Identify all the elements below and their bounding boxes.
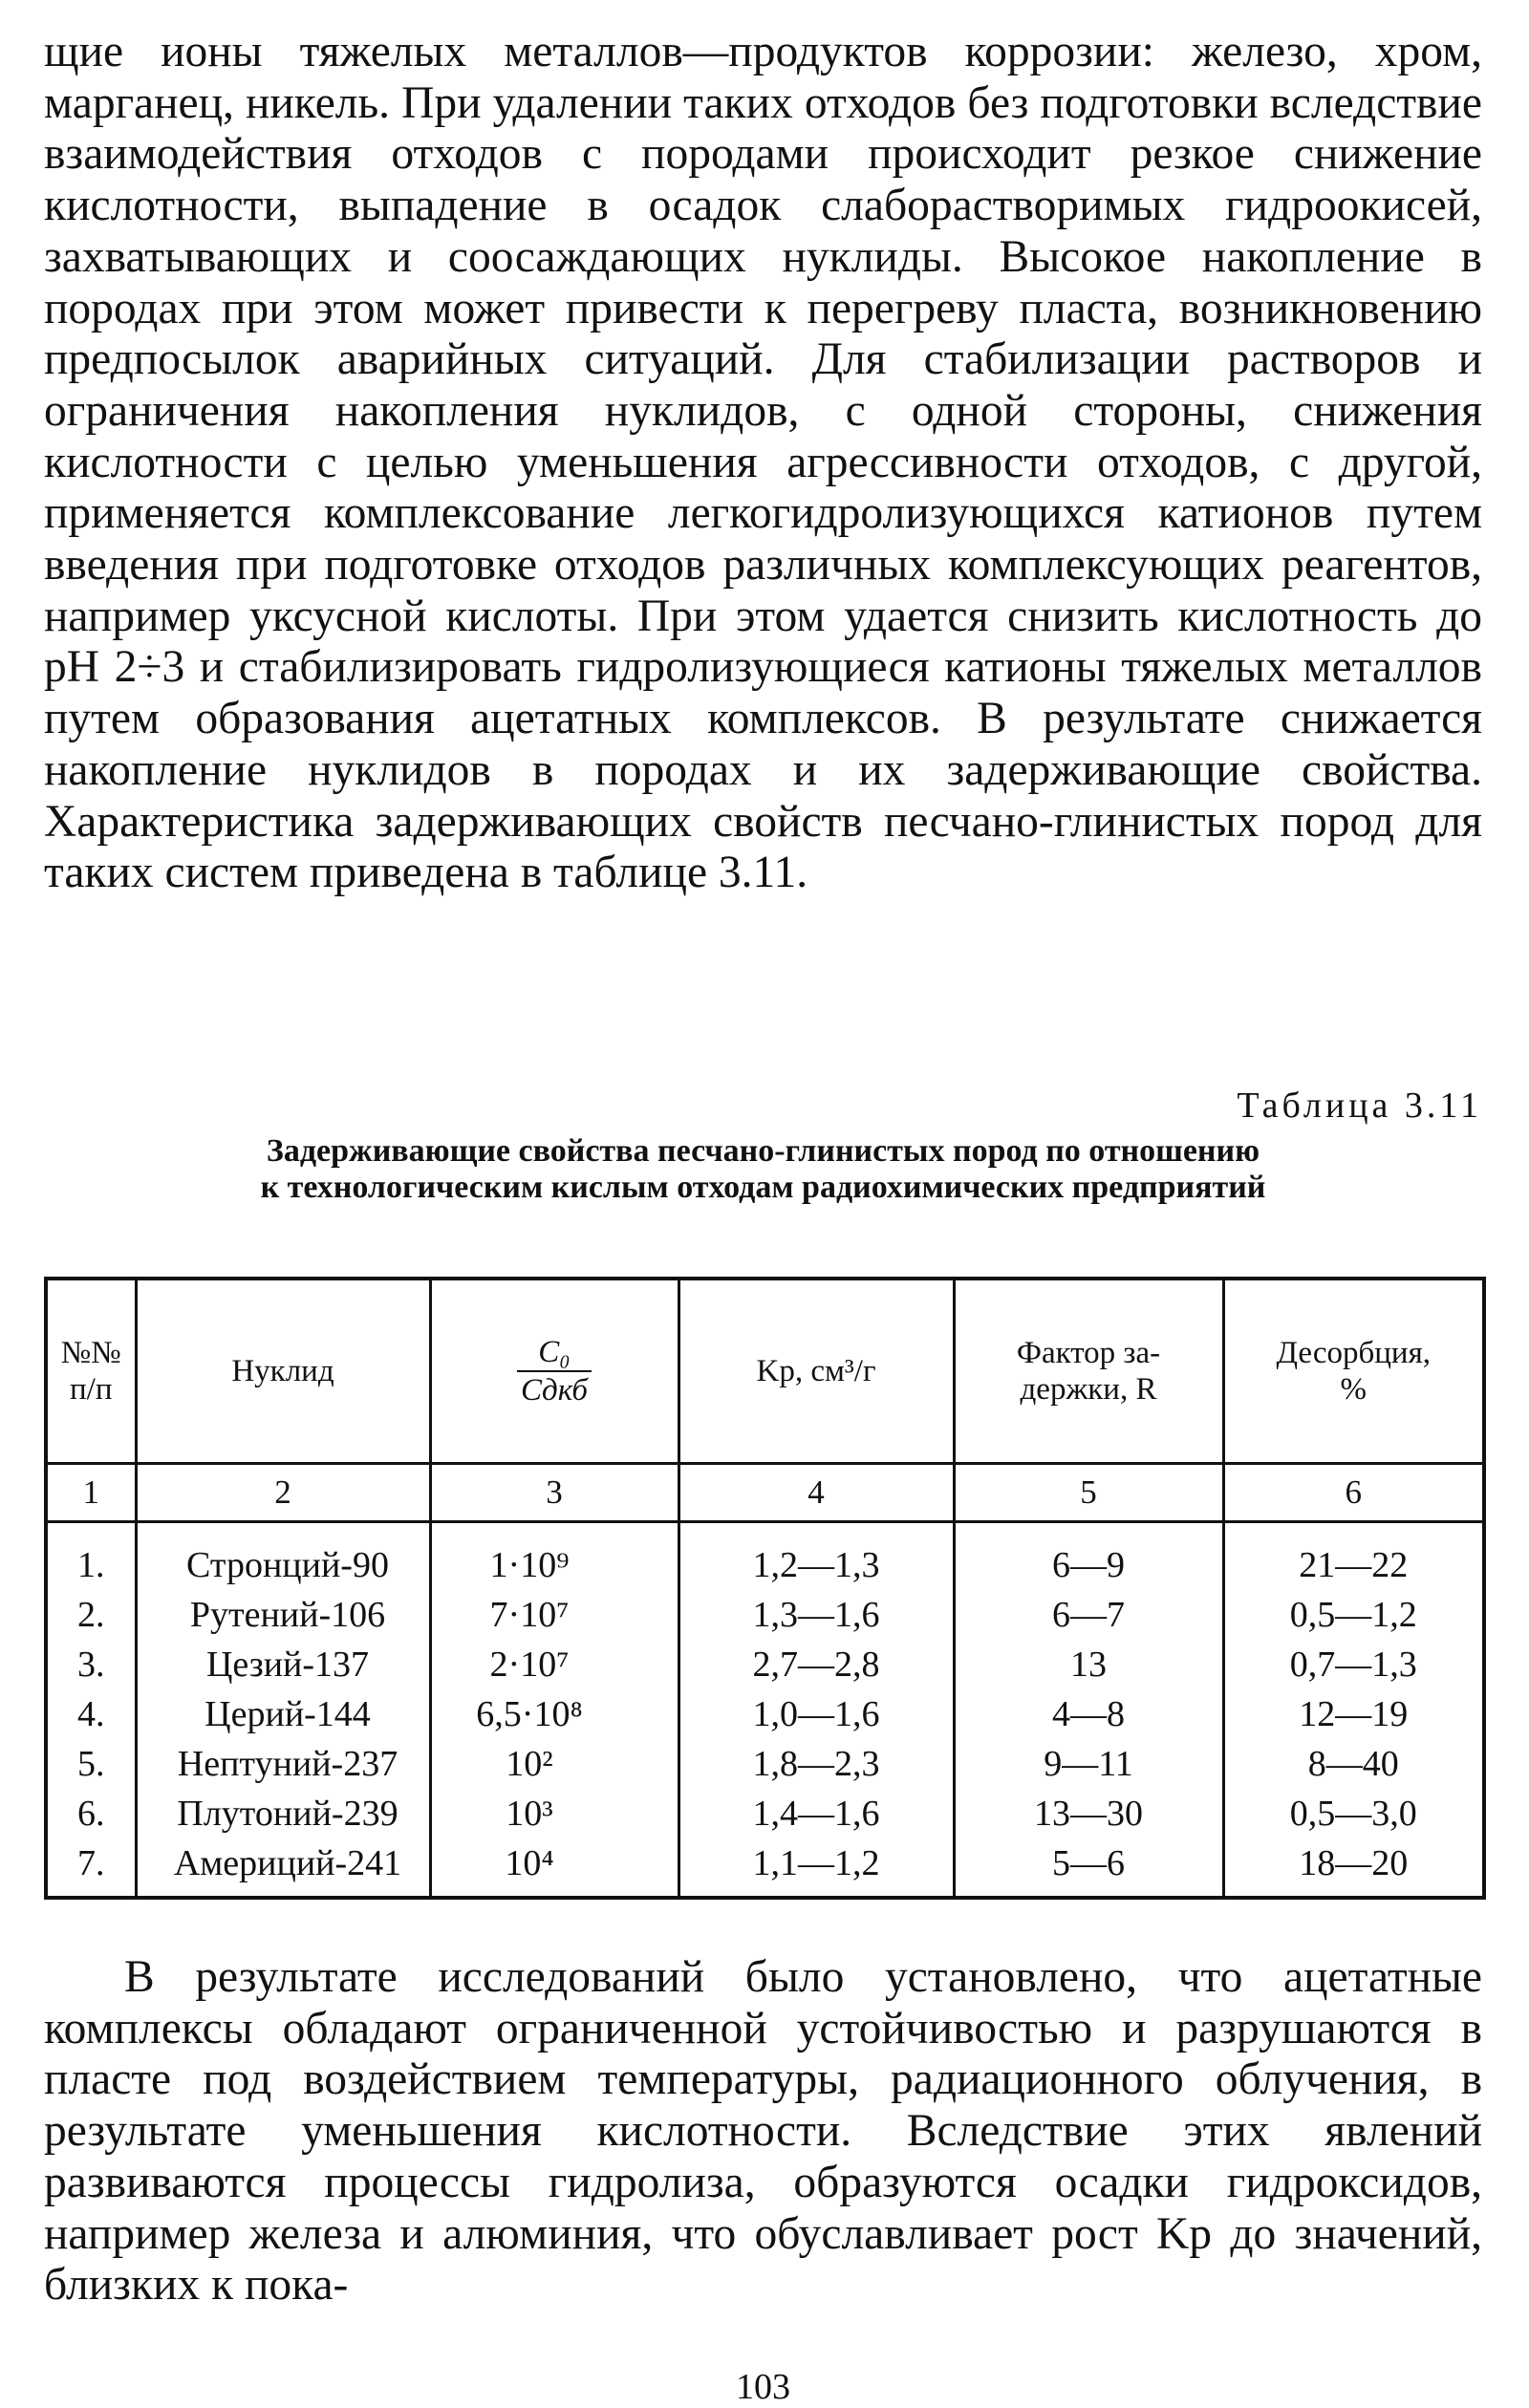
row-factor: 13 <box>954 1640 1223 1689</box>
row-desorption: 0,5—1,2 <box>1223 1590 1484 1640</box>
row-nuclide: Рутений-106 <box>136 1590 430 1640</box>
document-page <box>44 27 1482 2407</box>
row-desorption: 0,5—3,0 <box>1223 1789 1484 1838</box>
row-number: 7. <box>46 1838 136 1898</box>
table-row <box>46 1689 1484 1739</box>
row-kp: 2,7—2,8 <box>678 1640 954 1689</box>
row-number: 3. <box>46 1640 136 1689</box>
table-row <box>46 1522 1484 1591</box>
row-desorption: 0,7—1,3 <box>1223 1640 1484 1689</box>
column-number: 1 <box>46 1464 136 1522</box>
row-kp: 1,0—1,6 <box>678 1689 954 1739</box>
row-factor: 6—7 <box>954 1590 1223 1640</box>
row-kp: 1,3—1,6 <box>678 1590 954 1640</box>
row-ratio: 7·10⁷ <box>430 1590 678 1640</box>
page-number: 103 <box>736 2367 790 2407</box>
column-number-row <box>46 1464 1484 1522</box>
row-ratio: 10⁴ <box>430 1838 678 1898</box>
column-number: 2 <box>136 1464 430 1522</box>
row-ratio: 6,5·10⁸ <box>430 1689 678 1739</box>
row-nuclide: Цезий-137 <box>136 1640 430 1689</box>
header-ratio <box>430 1279 678 1464</box>
column-number: 3 <box>430 1464 678 1522</box>
table-row <box>46 1640 1484 1689</box>
table-label: Таблица 3.11 <box>1237 1086 1482 1126</box>
row-nuclide: Нептуний-237 <box>136 1739 430 1789</box>
row-factor: 6—9 <box>954 1522 1223 1591</box>
row-nuclide: Стронций-90 <box>136 1522 430 1591</box>
row-kp: 1,2—1,3 <box>678 1522 954 1591</box>
paragraph-2: В результате исследований было установлено, что ацетатные комплексы обладают ограниченной устойчивостью и разрушаются в пласте под воздействием температуры, радиационного облучения, в результате уменьшения кислотности. Вследствие этих явлений развиваются процессы гидролиза, образуются осадки гидроксидов, например железа и алюминия, что обуславливает рост Kр до значений, близких к пока- <box>44 1952 1482 2311</box>
row-number: 5. <box>46 1739 136 1789</box>
table-row <box>46 1838 1484 1898</box>
row-desorption: 18—20 <box>1223 1838 1484 1898</box>
row-desorption: 8—40 <box>1223 1739 1484 1789</box>
row-number: 2. <box>46 1590 136 1640</box>
row-ratio: 1·10⁹ <box>430 1522 678 1591</box>
row-desorption: 12—19 <box>1223 1689 1484 1739</box>
header-kp: Kр, см³/г <box>678 1279 954 1464</box>
column-number: 4 <box>678 1464 954 1522</box>
row-desorption: 21—22 <box>1223 1522 1484 1591</box>
table-row <box>46 1789 1484 1838</box>
table-row <box>46 1739 1484 1789</box>
row-ratio: 10³ <box>430 1789 678 1838</box>
row-ratio: 2·10⁷ <box>430 1640 678 1689</box>
paragraph-1: щие ионы тяжелых металлов—продуктов коррозии: железо, хром, марганец, никель. При удалении таких отходов без подготовки вследствие взаимодействия отходов с породами происходит резкое снижение кислотности, выпадение в осадок слаборастворимых гидроокисей, захватывающих и соосаждающих нуклиды. Высокое накопление в породах при этом может привести к перегреву пласта, возникновению предпосылок аварийных ситуаций. Для стабилизации растворов и ограничения накопления нуклидов, с одной стороны, снижения кислотности с целью уменьшения агрессивности отходов, с другой, применяется комплексование легкогидролизующихся катионов путем введения при подготовке отходов различных комплексующих реагентов, например уксусной кислоты. При этом удается снизить кислотность до pH 2÷3 и стабилизировать гидролизующиеся катионы тяжелых металлов путем образования ацетатных комплексов. В результате снижается накопление нуклидов в породах и их задерживающие свойства. Характеристика задерживающих свойств песчано-глинистых пород для таких систем приведена в таблице 3.11. <box>44 27 1482 898</box>
header-desorption: Десорбция, % <box>1223 1279 1484 1464</box>
row-factor: 5—6 <box>954 1838 1223 1898</box>
header-nuclide: Нуклид <box>136 1279 430 1464</box>
table-title-line-2: к технологическим кислым отходам радиохимических предприятий <box>260 1170 1266 1205</box>
row-nuclide: Церий-144 <box>136 1689 430 1739</box>
header-factor: Фактор за- держки, R <box>954 1279 1223 1464</box>
row-kp: 1,8—2,3 <box>678 1739 954 1789</box>
table-row <box>46 1590 1484 1640</box>
row-number: 1. <box>46 1522 136 1591</box>
row-factor: 9—11 <box>954 1739 1223 1789</box>
row-nuclide: Америций-241 <box>136 1838 430 1898</box>
row-factor: 4—8 <box>954 1689 1223 1739</box>
header-num: №№ п/п <box>46 1279 136 1464</box>
table-title <box>44 1133 1482 1206</box>
ratio-denominator: Cдкб <box>521 1373 588 1408</box>
table-header-row <box>46 1279 1484 1464</box>
row-factor: 13—30 <box>954 1789 1223 1838</box>
retention-table <box>44 1277 1486 1900</box>
row-nuclide: Плутоний-239 <box>136 1789 430 1838</box>
column-number: 6 <box>1223 1464 1484 1522</box>
row-kp: 1,4—1,6 <box>678 1789 954 1838</box>
row-number: 6. <box>46 1789 136 1838</box>
row-kp: 1,1—1,2 <box>678 1838 954 1898</box>
row-ratio: 10² <box>430 1739 678 1789</box>
table-title-line-1: Задерживающие свойства песчано-глинистых пород по отношению <box>266 1133 1260 1169</box>
row-number: 4. <box>46 1689 136 1739</box>
ratio-numerator: C₀ <box>517 1334 592 1372</box>
column-number: 5 <box>954 1464 1223 1522</box>
